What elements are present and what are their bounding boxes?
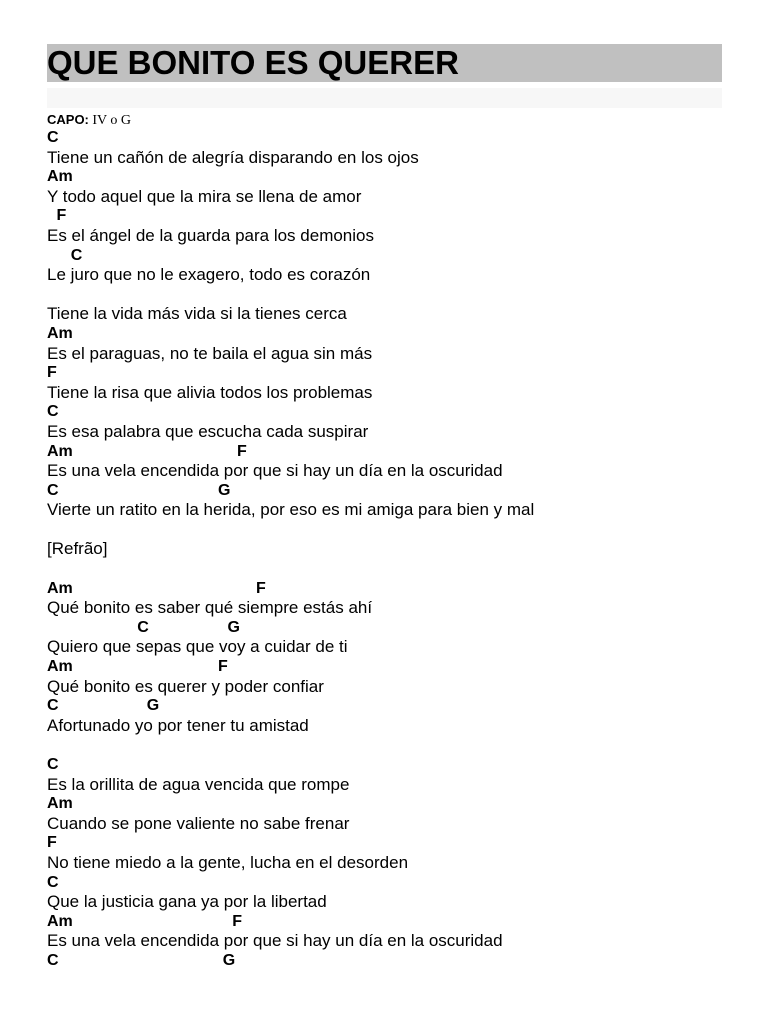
- chord-line: [47, 324, 747, 344]
- lyric-line: [47, 500, 747, 520]
- lyric-line: [47, 461, 747, 481]
- blank-line: [47, 559, 747, 579]
- lyric-text: Cuando se pone valiente no sabe frenar: [47, 813, 350, 833]
- lyric-line: [47, 677, 747, 697]
- lyric-line: [47, 931, 747, 951]
- chord-line: [47, 951, 747, 971]
- lyric-text: Es el paraguas, no te baila el agua sin más: [47, 343, 373, 363]
- chord-label: G: [146, 697, 160, 715]
- chord-label: Am: [47, 795, 73, 813]
- chord-label: C: [137, 618, 149, 636]
- lyric-line: [47, 716, 747, 736]
- lyric-line: [47, 187, 747, 207]
- chord-line: [47, 657, 747, 677]
- subtitle-banner: [47, 88, 722, 108]
- lyric-text: Qué bonito es querer y poder confiar: [47, 676, 324, 696]
- lyric-text: Tiene la vida más vida si la tienes cerca: [47, 304, 347, 324]
- chord-label: Am: [47, 168, 73, 186]
- chord-label: C: [47, 403, 59, 421]
- lyric-text: Es una vela encendida por que si hay un día en la oscuridad: [47, 461, 503, 481]
- lyric-line: [47, 344, 747, 364]
- lyric-line: [47, 265, 747, 285]
- chord-line: [47, 206, 747, 226]
- chord-line: [47, 755, 747, 775]
- chord-line: [47, 442, 747, 462]
- lyric-line: [47, 148, 747, 168]
- chord-line: [47, 363, 747, 383]
- lyric-text: No tiene miedo a la gente, lucha en el desorden: [47, 852, 409, 872]
- chord-label: Am: [47, 658, 73, 676]
- chord-line: [47, 618, 747, 638]
- lyric-text: Afortunado yo por tener tu amistad: [47, 715, 309, 735]
- chord-line: [47, 128, 747, 148]
- chord-line: [47, 481, 747, 501]
- chord-line: [47, 579, 747, 599]
- chord-label: F: [232, 912, 243, 930]
- lyric-line: [47, 383, 747, 403]
- lyric-line: [47, 775, 747, 795]
- chord-line: [47, 794, 747, 814]
- chord-label: C: [47, 697, 59, 715]
- lyric-line: [47, 304, 747, 324]
- lyric-line: [47, 598, 747, 618]
- chord-label: F: [237, 442, 247, 460]
- chord-label: G: [222, 951, 236, 969]
- chord-label: F: [47, 364, 57, 382]
- lyric-line: [47, 422, 747, 442]
- chord-label: C: [70, 246, 83, 264]
- lyric-line: [47, 814, 747, 834]
- lyric-text: [Refrão]: [47, 539, 108, 559]
- lyric-line: [47, 892, 747, 912]
- lyric-text: Es una vela encendida por que si hay un día en la oscuridad: [47, 931, 503, 951]
- chord-label: F: [56, 207, 67, 225]
- lyric-line: [47, 853, 747, 873]
- blank-line: [47, 285, 747, 305]
- lyric-text: Y todo aquel que la mira se llena de amor: [47, 186, 362, 206]
- chord-label: F: [256, 579, 266, 597]
- chord-label: Am: [47, 912, 73, 930]
- lyric-text: Tiene la risa que alivia todos los problemas: [47, 382, 373, 402]
- chord-label: C: [47, 129, 59, 146]
- lyric-text: Qué bonito es saber qué siempre estás ahí: [47, 598, 373, 618]
- chord-line: [47, 912, 747, 932]
- chord-line: [47, 167, 747, 187]
- chord-sheet: [47, 128, 747, 971]
- lyric-text: Le juro que no le exagero, todo es corazón: [47, 265, 371, 285]
- chord-label: G: [227, 618, 240, 636]
- chord-label: C: [47, 873, 59, 891]
- chord-label: Am: [47, 324, 73, 342]
- chord-label: C: [47, 756, 59, 773]
- chord-label: Am: [47, 579, 73, 597]
- lyric-line: [47, 637, 747, 657]
- lyric-text: Quiero que sepas que voy a cuidar de ti: [47, 637, 348, 657]
- chord-line: [47, 873, 747, 893]
- chord-line: [47, 246, 747, 266]
- blank-line: [47, 520, 747, 540]
- capo-label: CAPO:: [47, 112, 89, 127]
- lyric-text: Vierte un ratito en la herida, por eso es mi amiga para bien y mal: [47, 500, 535, 520]
- lyric-text: Que la justicia gana ya por la libertad: [47, 892, 327, 912]
- chord-label: F: [47, 834, 57, 852]
- lyric-text: Es la orillita de agua vencida que rompe: [47, 774, 350, 794]
- chord-label: C: [47, 951, 59, 969]
- chord-label: Am: [47, 442, 73, 460]
- lyric-line: [47, 226, 747, 246]
- lyric-text: Es esa palabra que escucha cada suspirar: [47, 421, 369, 441]
- chord-line: [47, 402, 747, 422]
- lyric-text: Es el ángel de la guarda para los demonios: [47, 225, 374, 245]
- chord-label: G: [218, 481, 231, 499]
- song-title: QUE BONITO ES QUERER: [47, 44, 459, 81]
- chord-label: F: [218, 658, 228, 676]
- lyric-text: Tiene un cañón de alegría disparando en los ojos: [47, 147, 419, 167]
- chord-line: [47, 833, 747, 853]
- blank-line: [47, 735, 747, 755]
- chord-label: C: [47, 481, 59, 499]
- capo-value: IV o G: [88, 113, 132, 128]
- chord-line: [47, 696, 747, 716]
- lyric-line: [47, 539, 747, 559]
